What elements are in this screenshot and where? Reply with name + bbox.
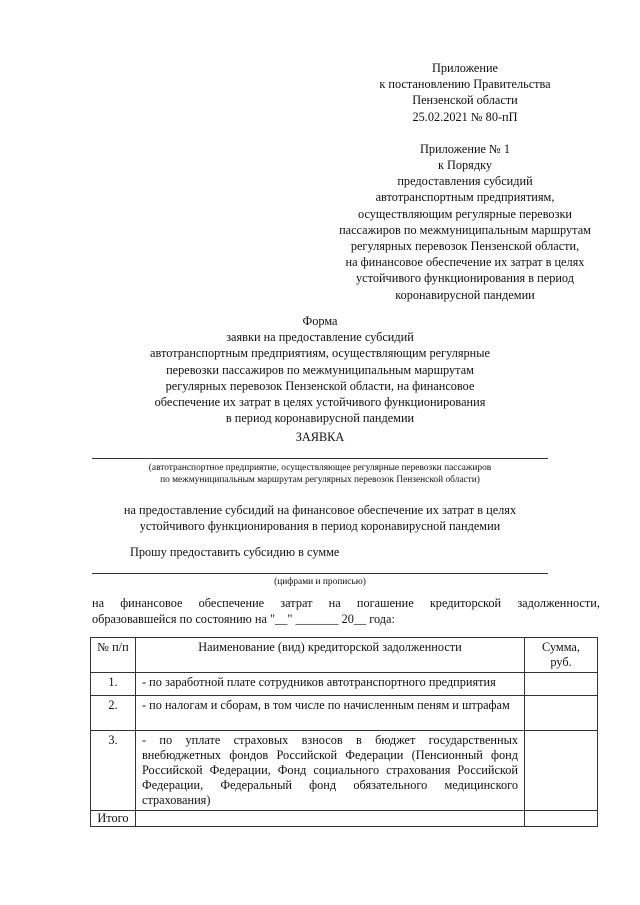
appendix-line: Пензенской области	[412, 93, 518, 108]
paragraph-line-1	[92, 595, 600, 611]
company-name-hint	[100, 462, 540, 486]
purpose-text	[110, 502, 530, 534]
row-num: 2.	[91, 696, 136, 731]
appendix-line: осуществляющим регулярные перевозки	[358, 206, 572, 221]
spacer	[330, 125, 600, 141]
table-row	[91, 731, 598, 811]
form-title-line: заявки на предоставление субсидий	[226, 330, 414, 345]
total-empty	[136, 811, 525, 827]
appendix-line: коронавирусной пандемии	[395, 287, 535, 302]
appendix-line: Приложение № 1	[419, 141, 511, 156]
hint-line: по межмуниципальным маршрутам регулярных перевозок Пензенской области)	[160, 475, 480, 485]
amount-blank[interactable]	[92, 573, 548, 574]
form-title-line: Форма	[302, 314, 338, 328]
form-title-line: обеспечение их затрат в целях устойчивого функционирования	[154, 395, 486, 410]
appendix-line: Приложение	[432, 61, 498, 75]
header-name: Наименование (вид) кредиторской задолженности	[136, 638, 525, 673]
paragraph-word: на	[92, 596, 105, 610]
form-title	[130, 313, 510, 426]
appendix-line: автотранспортным предприятиям,	[375, 190, 555, 205]
appendix-line: пассажиров по межмуниципальным маршрутам	[339, 222, 591, 237]
debt-table	[90, 637, 598, 827]
row-num: 3.	[91, 731, 136, 811]
company-name-blank[interactable]	[92, 458, 548, 459]
form-title-line: в период коронавирусной пандемии	[225, 411, 415, 426]
total-sum-cell[interactable]	[525, 811, 598, 827]
appendix-line: устойчивого функционирования в период	[356, 271, 574, 286]
header-num: № п/п	[91, 638, 136, 673]
paragraph-word: погашение	[356, 596, 414, 610]
appendix-line: на финансовое обеспечение их затрат в целях	[345, 255, 585, 270]
form-title-line: перевозки пассажиров по межмуниципальным маршрутам	[166, 362, 474, 377]
appendix-line: регулярных перевозок Пензенской области,	[350, 239, 580, 254]
row-name: - по налогам и сборам, в том числе по начисленным пеням и штрафам	[136, 696, 525, 731]
purpose-paragraph	[92, 595, 600, 627]
header-sum: Сумма, руб.	[525, 638, 598, 673]
paragraph-word: задолженности,	[517, 596, 600, 610]
purpose-line: устойчивого функционирования в период коронавирусной пандемии	[139, 519, 501, 534]
zayavka-title: ЗАЯВКА	[295, 430, 345, 444]
hint-line: (автотранспортное предприятие, осуществляющее регулярные перевозки пассажиров	[148, 463, 492, 473]
appendix-line: предоставления субсидий	[397, 174, 533, 189]
row-num: 1.	[91, 673, 136, 696]
appendix-line: 25.02.2021 № 80-пП	[412, 109, 518, 124]
table-header-row	[91, 638, 598, 673]
appendix-line: к Порядку	[437, 158, 493, 173]
paragraph-line-2: образовавшейся по состоянию на "__" _______ 20__ года:	[92, 612, 395, 627]
paragraph-word: кредиторской	[429, 596, 502, 610]
paragraph-word: обеспечение	[198, 596, 265, 610]
purpose-line: на предоставление субсидий на финансовое обеспечение их затрат в целях	[123, 503, 517, 517]
form-title-line: регулярных перевозок Пензенской области, на финансовое	[165, 378, 475, 393]
total-label: Итого	[91, 811, 136, 827]
table-row	[91, 696, 598, 731]
paragraph-word: затрат	[280, 596, 313, 610]
appendix-line: к постановлению Правительства	[379, 77, 551, 92]
paragraph-word: финансовое	[120, 596, 183, 610]
total-row	[91, 811, 598, 827]
form-title-line: автотранспортным предприятиям, осуществляющим регулярные	[150, 346, 490, 361]
request-text: Прошу предоставить субсидию в сумме	[130, 545, 340, 559]
row-name: - по заработной плате сотрудников автотранспортного предприятия	[136, 673, 525, 696]
amount-hint: (цифрами и прописью)	[274, 577, 366, 587]
row-name: - по уплате страховых взносов в бюджет государственных внебюджетных фондов Российской Федерации (Пенсионный фонд Российской Федерации, Фонд социального страхования Российской Федерации, Федеральный фонд обязательного медицинского страхования)	[136, 731, 525, 811]
paragraph-word: на	[328, 596, 341, 610]
row-sum-cell[interactable]	[525, 696, 598, 731]
row-sum-cell[interactable]	[525, 731, 598, 811]
row-sum-cell[interactable]	[525, 673, 598, 696]
appendix-header	[330, 60, 600, 303]
table-row	[91, 673, 598, 696]
